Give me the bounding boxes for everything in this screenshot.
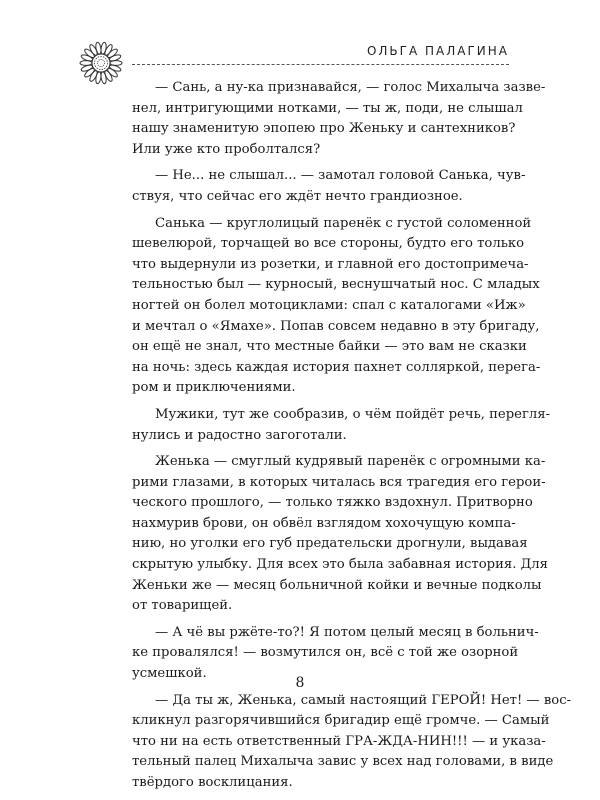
- text-line: и мечтал о «Ямахе». Попав совсем недавно в эту бригаду,: [132, 318, 540, 334]
- text-line: на ночь: здесь каждая история пахнет солляркой, перега-: [132, 359, 541, 375]
- paragraph: [132, 691, 572, 794]
- text-line: нулись и радостно загоготали.: [132, 427, 347, 443]
- text-line: он ещё не знал, что местные байки — это вам не сказки: [132, 339, 527, 355]
- text-line: — А чё вы ржёте-то?! Я потом целый месяц в больнич-: [155, 624, 539, 640]
- text-line: ке провалялся! — возмутился он, всё с той же озорной: [132, 645, 519, 661]
- petal: [95, 71, 102, 84]
- text-line: ром и приключениями.: [132, 380, 296, 396]
- text-line: Мужики, тут же сообразив, о чём пойдёт речь, перегля-: [155, 406, 551, 422]
- page-number: 8: [295, 675, 305, 691]
- body-text: [132, 78, 572, 800]
- text-line: нашу знаменитую эпопею про Женьку и сантехников?: [132, 121, 516, 137]
- text-line: — Не... не слышал... — замотал головой Санька, чув-: [155, 168, 526, 184]
- sunflower-icon: [78, 40, 124, 86]
- text-line: рими глазами, в которых читалась вся трагедия его герои-: [132, 474, 546, 490]
- text-line: что ни на есть ответственный ГРА-ЖДА-НИН!!! — и указа-: [132, 733, 546, 749]
- paragraph: [132, 452, 548, 617]
- text-line: нел, интригующими нотками, — ты ж, поди, не слышал: [132, 100, 523, 116]
- text-line: что выдернули из розетки, и главной его достопримеча-: [132, 256, 529, 272]
- text-line: ческого прошлого, — только тяжко вздохнул. Притворно: [132, 495, 533, 511]
- text-line: Или уже кто проболтался?: [132, 141, 321, 157]
- text-line: — Да ты ж, Женька, самый настоящий ГЕРОЙ! Нет! — вос-: [155, 692, 572, 708]
- paragraph: [132, 214, 541, 399]
- text-line: Женьки же — месяц больничной койки и вечные подколы: [132, 577, 542, 593]
- text-line: твёрдого восклицания.: [132, 775, 293, 790]
- text-line: Женька — смуглый кудрявый паренёк с огромными ка-: [155, 454, 546, 470]
- text-line: ногтей он болел мотоциклами: спал с каталогами «Иж»: [132, 297, 526, 313]
- text-line: тельный палец Михалыча завис у всех над головами, в виде: [132, 754, 554, 770]
- text-line: Санька — круглолицый паренёк с густой соломенной: [155, 215, 532, 231]
- text-line: усмешкой.: [132, 666, 207, 682]
- text-line: шевелюрой, торчащей во все стороны, будто его только: [132, 236, 525, 252]
- text-line: скрытую улыбку. Для всех это была забавная история. Для: [132, 557, 548, 573]
- petal: [100, 42, 107, 55]
- paragraph: [132, 78, 546, 160]
- text-line: — Сань, а ну-ка признавайся, — голос Михалыча зазве-: [155, 80, 546, 95]
- running-header-author: ОЛЬГА ПАЛАГИНА: [366, 44, 509, 58]
- header-divider: [132, 64, 509, 65]
- text-line: кликнул разгорячившийся бригадир ещё громче. — Самый: [132, 713, 550, 729]
- text-line: нахмурив брови, он обвёл взглядом хохочущую компа-: [132, 515, 516, 531]
- text-line: нию, но уголки его губ предательски дрогнули, выдавая: [132, 536, 528, 552]
- text-line: тельностью был — курносый, веснушчатый нос. С младых: [132, 277, 540, 293]
- text-line: ствуя, что сейчас его ждёт нечто грандиозное.: [132, 188, 463, 204]
- paragraph: [132, 166, 526, 207]
- paragraph: [132, 405, 551, 446]
- text-line: от товарищей.: [132, 598, 233, 614]
